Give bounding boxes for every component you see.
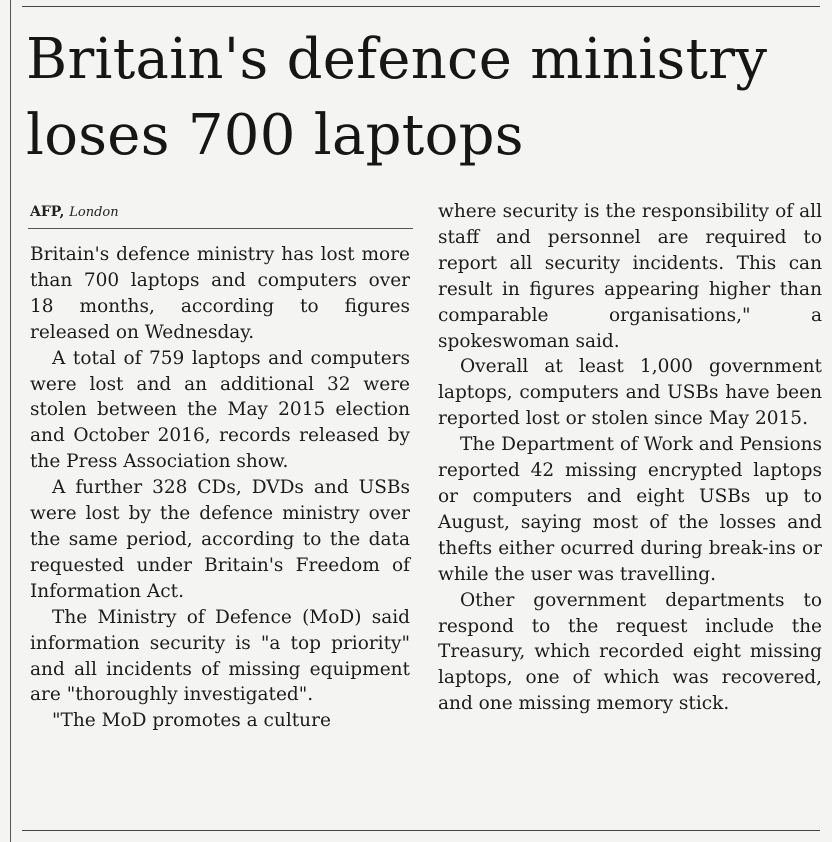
paragraph: A total of 759 laptops and computers were lost and an additional 32 were stolen between the May 2015 election and October 2016, records released by the Press Association show. <box>30 347 410 473</box>
paragraph: Overall at least 1,000 government laptops, computers and USBs have been reported lost or stolen since May 2015. <box>438 356 822 430</box>
byline <box>30 204 119 220</box>
paragraph: The Ministry of Defence (MoD) said information security is "a top priority" and all incidents of missing equipment are "thoroughly investigated". <box>30 606 410 706</box>
paragraph: A further 328 CDs, DVDs and USBs were lost by the defence ministry over the same period, according to the data requested under Britain's Freedom of Information Act. <box>30 477 410 602</box>
headline: Britain's defence ministry loses 700 laptops <box>26 27 768 168</box>
article-column-left <box>30 242 410 734</box>
article-column-right <box>438 199 822 717</box>
paragraph: Britain's defence ministry has lost more than 700 laptops and computers over 18 months, according to figures released on Wednesday. <box>30 244 410 343</box>
bottom-rule <box>22 830 820 831</box>
byline-agency: AFP, <box>30 204 65 220</box>
top-rule <box>22 6 820 7</box>
page-left-rule <box>10 0 11 842</box>
paragraph: Other government departments to respond to the request include the Treasury, which recorded eight missing laptops, one of which was recovered, and one missing memory stick. <box>438 589 822 715</box>
paragraph: "The MoD promotes a culture <box>52 710 331 732</box>
paragraph: The Department of Work and Pensions reported 42 missing encrypted laptops or computers and eight USBs up to August, saying most of the losses and thefts either ocurred during break-ins or while the user was travelling. <box>438 434 822 585</box>
byline-rule <box>28 228 413 229</box>
byline-place: London <box>69 205 119 220</box>
paragraph: where security is the responsibility of all staff and personnel are required to report all security incidents. This can result in figures appearing higher than comparable organisations," a spokeswoman said. <box>438 201 822 352</box>
